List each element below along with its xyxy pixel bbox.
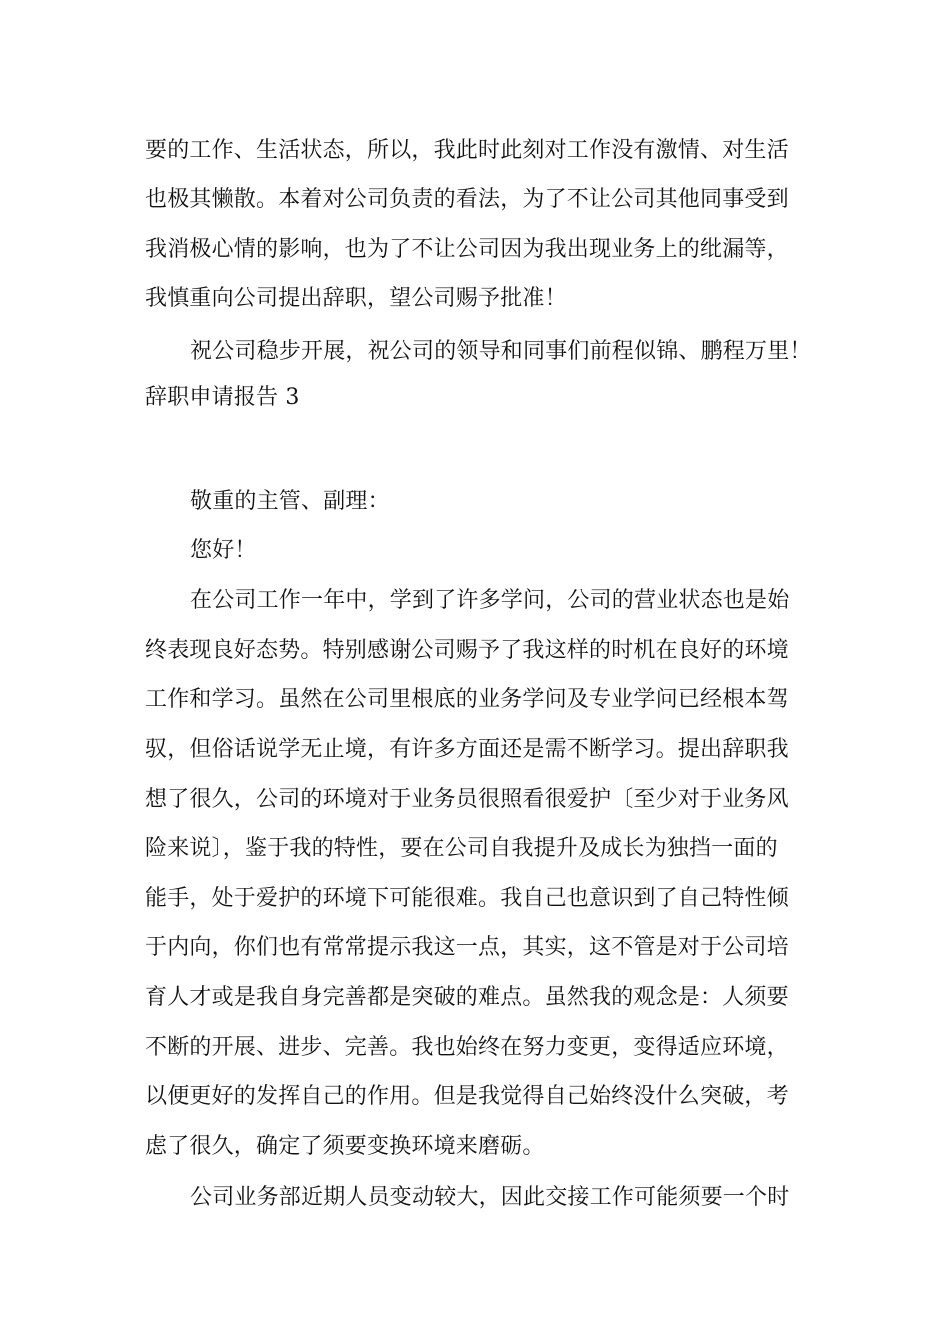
body-text-line: 我慎重向公司提出辞职，望公司赐予批准！ xyxy=(145,286,567,311)
body-text-line: 驭，但俗话说学无止境，有许多方面还是需不断学习。提出辞职我 xyxy=(145,737,789,762)
body-text-line: 终表现良好态势。特别感谢公司赐予了我这样的时机在良好的环境 xyxy=(145,638,789,663)
body-text-line: 公司业务部近期人员变动较大，因此交接工作可能须要一个时 xyxy=(190,1185,790,1210)
body-text-line: 工作和学习。虽然在公司里根底的业务学问及专业学问已经根本驾 xyxy=(145,687,789,712)
body-text-line: 在公司工作一年中，学到了许多学问，公司的营业状态也是始 xyxy=(190,588,790,613)
body-text-line: 要的工作、生活状态，所以，我此时此刻对工作没有激情、对生活 xyxy=(145,138,789,163)
body-text-line: 育人才或是我自身完善都是突破的难点。虽然我的观念是：人须要 xyxy=(145,985,789,1010)
closing-wishes: 祝公司稳步开展，祝公司的领导和同事们前程似锦、鹏程万里！ xyxy=(190,339,812,364)
body-text-line: 于内向，你们也有常常提示我这一点，其实，这不管是对于公司培 xyxy=(145,935,789,960)
body-text-line: 虑了很久，确定了须要变换环境来磨砺。 xyxy=(145,1134,545,1159)
salutation: 敬重的主管、副理： xyxy=(190,489,390,514)
body-text-line: 也极其懒散。本着对公司负责的看法，为了不让公司其他同事受到 xyxy=(145,187,789,212)
body-text-line: 以便更好的发挥自己的作用。但是我觉得自己始终没什么突破，考 xyxy=(145,1084,789,1109)
body-text-line: 不断的开展、进步、完善。我也始终在努力变更，变得适应环境， xyxy=(145,1035,789,1060)
section-title: 辞职申请报告 3 xyxy=(145,385,300,410)
body-text-line: 想了很久，公司的环境对于业务员很照看很爱护〔至少对于业务风 xyxy=(145,787,789,812)
body-text-line: 能手，处于爱护的环境下可能很难。我自己也意识到了自己特性倾 xyxy=(145,886,789,911)
body-text-line: 我消极心情的影响，也为了不让公司因为我出现业务上的纰漏等， xyxy=(145,237,789,262)
body-text-line: 险来说〕，鉴于我的特性，要在公司自我提升及成长为独挡一面的 xyxy=(145,836,778,861)
greeting: 您好！ xyxy=(190,538,257,563)
